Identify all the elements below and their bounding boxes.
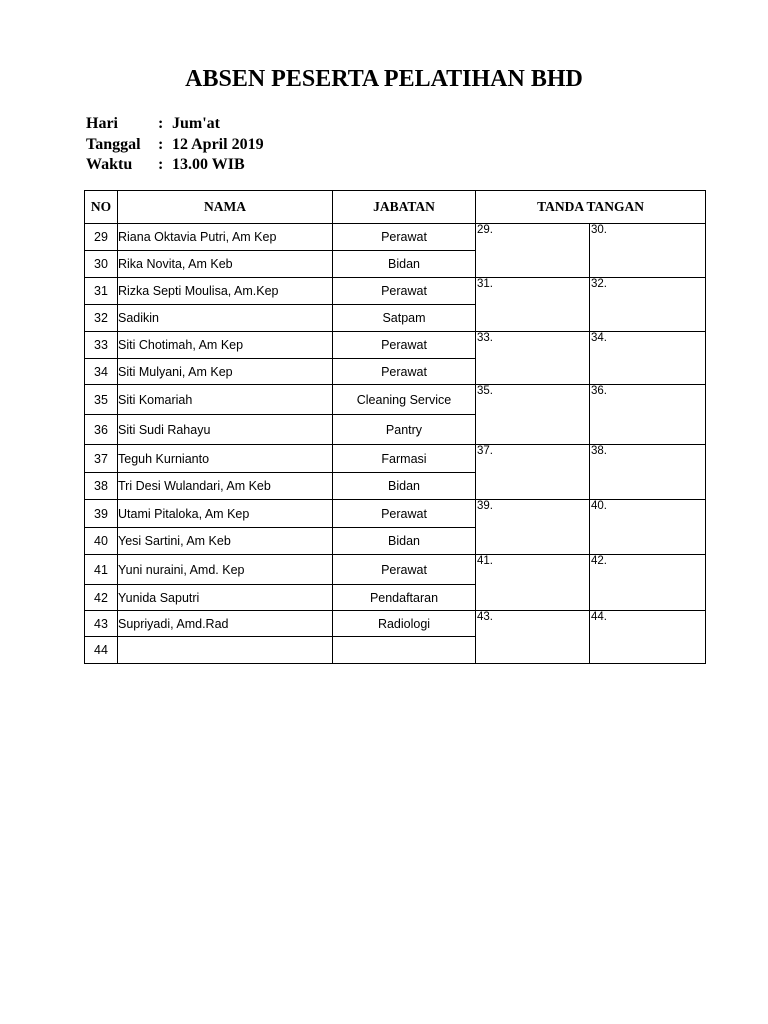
row-no: 35 [85, 385, 118, 415]
info-colon: : [158, 156, 164, 173]
row-nama: Utami Pitaloka, Am Kep [118, 500, 333, 528]
signature-cell[interactable] [476, 385, 590, 445]
signature-cell[interactable] [476, 224, 590, 278]
signature-number: 44. [591, 611, 607, 623]
info-row-hari [86, 114, 264, 135]
signature-cell[interactable] [476, 278, 590, 332]
table-row [85, 332, 706, 359]
row-jabatan: Pantry [333, 415, 476, 445]
row-nama: Tri Desi Wulandari, Am Keb [118, 473, 333, 500]
row-jabatan: Pendaftaran [333, 585, 476, 611]
row-jabatan: Perawat [333, 332, 476, 359]
signature-cell[interactable] [476, 500, 590, 555]
row-nama: Yesi Sartini, Am Keb [118, 528, 333, 555]
page-title: ABSEN PESERTA PELATIHAN BHD [185, 66, 583, 92]
row-no: 30 [85, 251, 118, 278]
row-nama [118, 637, 333, 664]
header-nama: NAMA [118, 191, 333, 224]
row-no: 41 [85, 555, 118, 585]
table-row [85, 611, 706, 637]
info-label: Hari [86, 115, 118, 132]
info-value: Jum'at [172, 115, 220, 132]
row-no: 42 [85, 585, 118, 611]
row-jabatan: Perawat [333, 278, 476, 305]
signature-cell[interactable] [476, 445, 590, 500]
signature-number: 31. [477, 278, 493, 290]
row-no: 44 [85, 637, 118, 664]
row-nama: Yunida Saputri [118, 585, 333, 611]
signature-number: 40. [591, 500, 607, 512]
row-jabatan: Perawat [333, 555, 476, 585]
row-jabatan: Farmasi [333, 445, 476, 473]
header-no: NO [85, 191, 118, 224]
signature-number: 32. [591, 278, 607, 290]
signature-cell[interactable] [590, 224, 706, 278]
row-no: 43 [85, 611, 118, 637]
row-no: 40 [85, 528, 118, 555]
signature-number: 35. [477, 385, 493, 397]
info-label: Waktu [86, 156, 133, 173]
row-nama: Riana Oktavia Putri, Am Kep [118, 224, 333, 251]
signature-number: 36. [591, 385, 607, 397]
info-colon: : [158, 115, 164, 132]
row-jabatan: Bidan [333, 251, 476, 278]
row-no: 34 [85, 359, 118, 385]
signature-cell[interactable] [476, 611, 590, 664]
table-row [85, 278, 706, 305]
table-row [85, 555, 706, 585]
session-info [86, 114, 264, 176]
row-nama: Sadikin [118, 305, 333, 332]
row-jabatan: Bidan [333, 473, 476, 500]
signature-number: 41. [477, 555, 493, 567]
signature-cell[interactable] [590, 278, 706, 332]
row-nama: Rizka Septi Moulisa, Am.Kep [118, 278, 333, 305]
row-no: 33 [85, 332, 118, 359]
row-nama: Yuni nuraini, Amd. Kep [118, 555, 333, 585]
row-jabatan: Perawat [333, 359, 476, 385]
info-value: 13.00 WIB [172, 156, 245, 173]
info-label: Tanggal [86, 135, 141, 153]
signature-cell[interactable] [590, 445, 706, 500]
row-jabatan [333, 637, 476, 664]
row-no: 32 [85, 305, 118, 332]
info-value: 12 April 2019 [172, 135, 264, 153]
row-nama: Siti Chotimah, Am Kep [118, 332, 333, 359]
table-row [85, 224, 706, 251]
row-no: 38 [85, 473, 118, 500]
row-nama: Supriyadi, Amd.Rad [118, 611, 333, 637]
row-no: 31 [85, 278, 118, 305]
table-row [85, 445, 706, 473]
row-jabatan: Cleaning Service [333, 385, 476, 415]
signature-number: 33. [477, 332, 493, 344]
row-jabatan: Radiologi [333, 611, 476, 637]
signature-number: 38. [591, 445, 607, 457]
signature-cell[interactable] [590, 500, 706, 555]
table-row [85, 500, 706, 528]
row-jabatan: Perawat [333, 500, 476, 528]
signature-cell[interactable] [590, 385, 706, 445]
info-colon: : [158, 135, 164, 153]
info-row-tanggal [86, 135, 264, 156]
row-nama: Rika Novita, Am Keb [118, 251, 333, 278]
signature-number: 34. [591, 332, 607, 344]
signature-number: 39. [477, 500, 493, 512]
header-jabatan: JABATAN [333, 191, 476, 224]
table-header-row [85, 191, 706, 224]
row-jabatan: Bidan [333, 528, 476, 555]
signature-cell[interactable] [590, 555, 706, 611]
row-nama: Siti Komariah [118, 385, 333, 415]
row-no: 37 [85, 445, 118, 473]
table-row [85, 385, 706, 415]
signature-number: 37. [477, 445, 493, 457]
row-no: 39 [85, 500, 118, 528]
row-no: 29 [85, 224, 118, 251]
signature-cell[interactable] [590, 611, 706, 664]
row-jabatan: Perawat [333, 224, 476, 251]
row-nama: Siti Sudi Rahayu [118, 415, 333, 445]
signature-cell[interactable] [476, 332, 590, 385]
signature-number: 30. [591, 224, 607, 236]
signature-cell[interactable] [590, 332, 706, 385]
row-nama: Siti Mulyani, Am Kep [118, 359, 333, 385]
signature-number: 42. [591, 555, 607, 567]
row-jabatan: Satpam [333, 305, 476, 332]
attendance-table [84, 190, 706, 664]
signature-cell[interactable] [476, 555, 590, 611]
signature-number: 29. [477, 224, 493, 236]
signature-number: 43. [477, 611, 493, 623]
row-nama: Teguh Kurnianto [118, 445, 333, 473]
info-row-waktu [86, 155, 264, 176]
header-tanda-tangan: TANDA TANGAN [476, 191, 706, 224]
row-no: 36 [85, 415, 118, 445]
